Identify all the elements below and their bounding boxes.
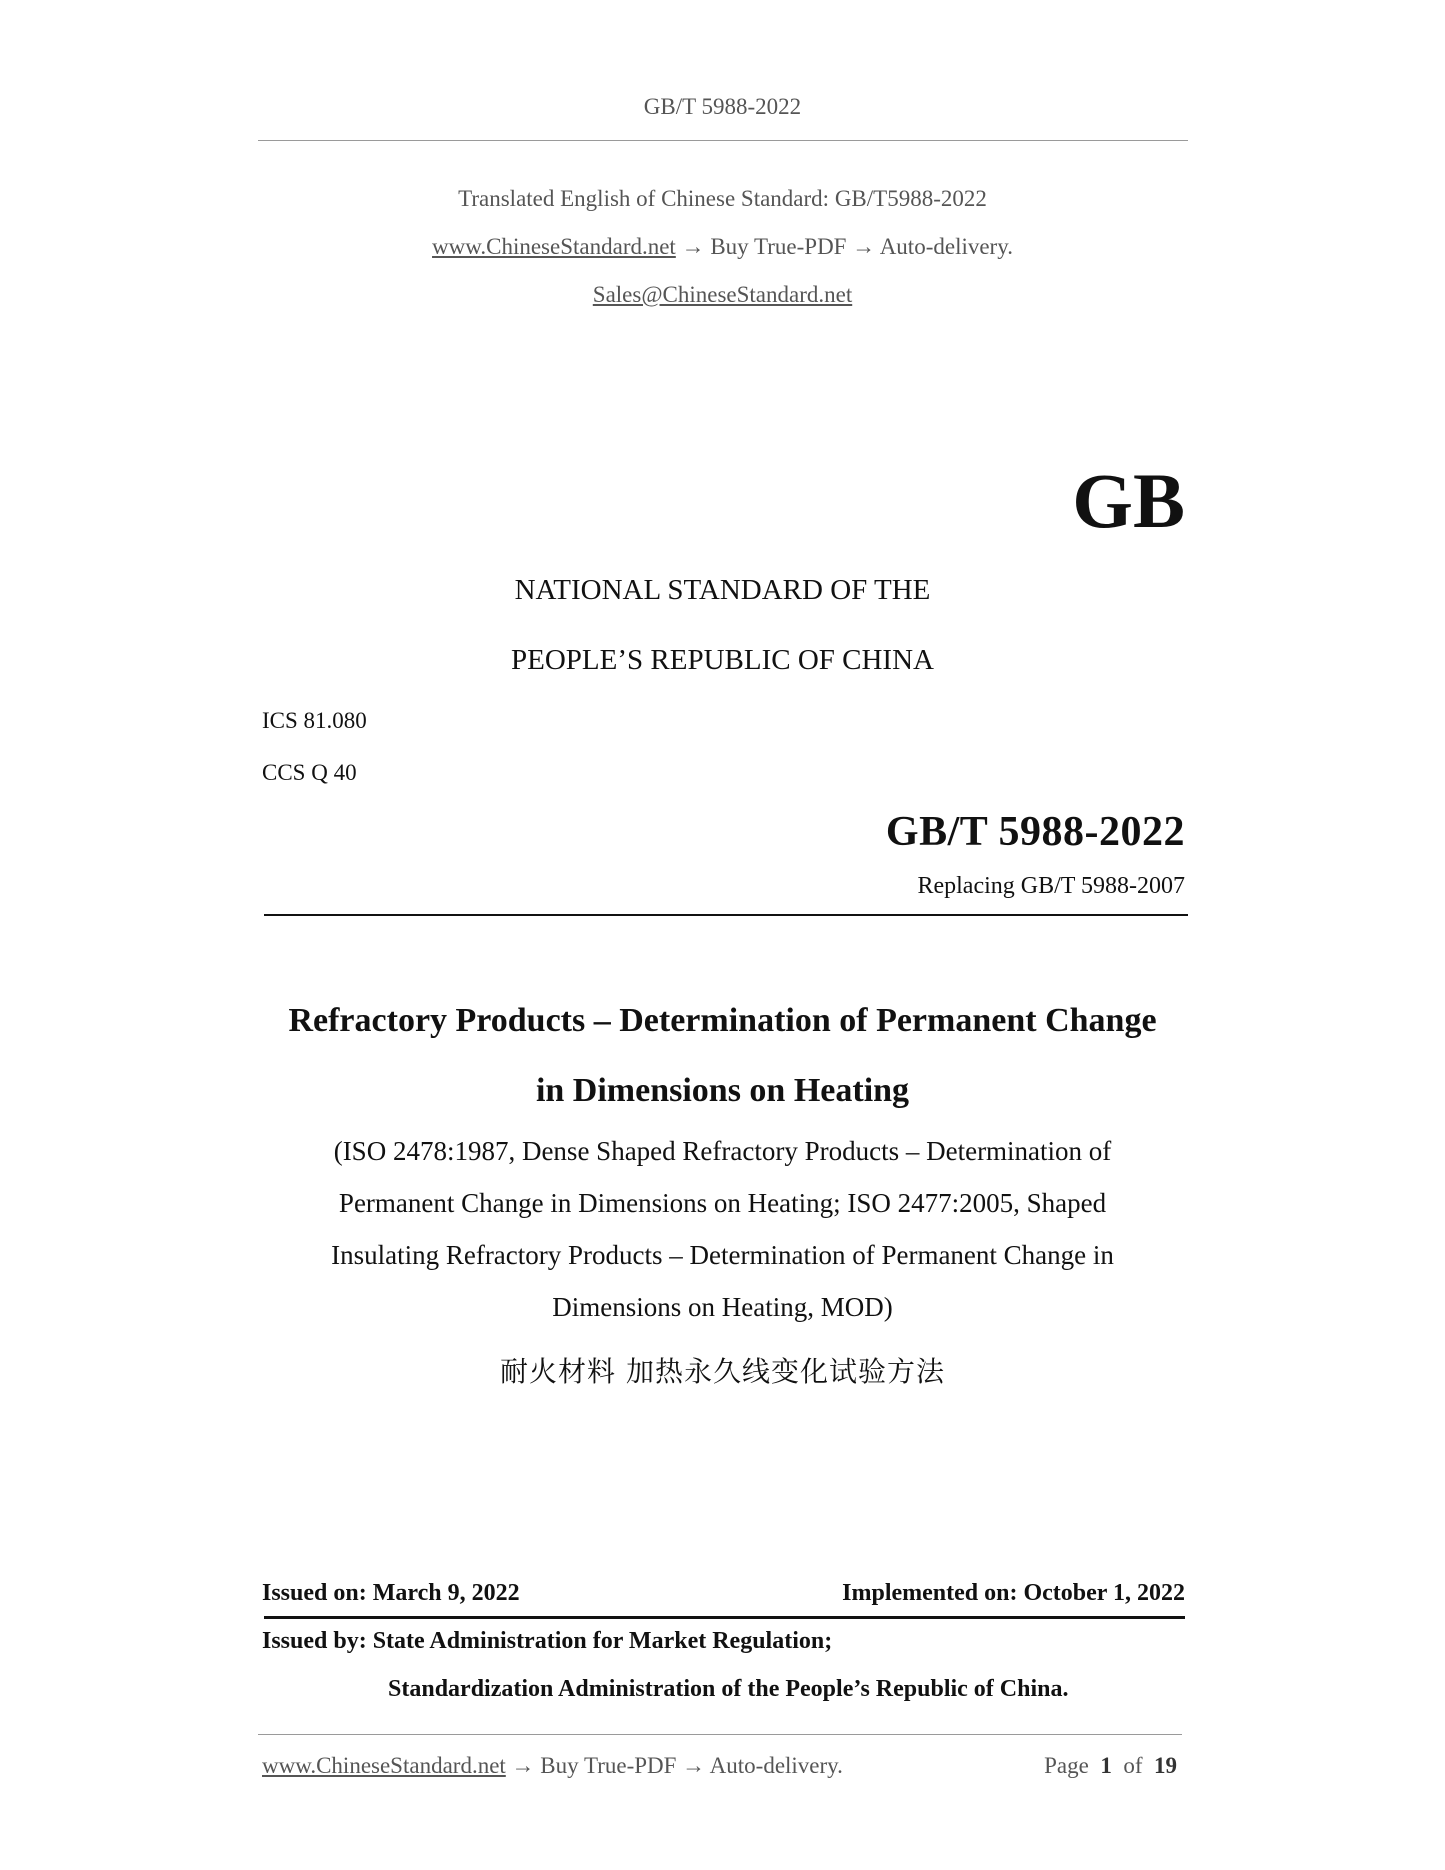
page-label: Page [1044,1753,1089,1778]
issued-by-second: Standardization Administration of the People’s Republic of China. [388,1676,1069,1702]
issued-on: Issued on: March 9, 2022 [262,1580,520,1606]
gb-logo: GB [1072,457,1185,544]
running-header: GB/T 5988-2022 [643,94,802,119]
replacing-standard: Replacing GB/T 5988-2007 [917,873,1185,899]
page-number [1044,1753,1177,1779]
page-total: 19 [1154,1753,1177,1778]
ccs-code: CCS Q 40 [262,760,357,785]
email-link[interactable]: Sales@ChineseStandard.net [592,282,853,307]
national-heading-line1: NATIONAL STANDARD OF THE [514,574,931,606]
subtitle-line4: Dimensions on Heating, MOD) [552,1292,893,1322]
subtitle-line3: Insulating Refractory Products – Determination of Permanent Change in [331,1240,1114,1270]
issue-rule [264,1616,1185,1619]
subtitle-line1: (ISO 2478:1987, Dense Shaped Refractory Products – Determination of [333,1136,1112,1166]
chinese-title: 耐火材料 加热永久线变化试验方法 [500,1355,945,1388]
standard-rule [264,914,1188,916]
standard-number: GB/T 5988-2022 [885,809,1185,855]
subtitle-line2: Permanent Change in Dimensions on Heating; ISO 2477:2005, Shaped [338,1188,1107,1218]
page-of: of [1123,1753,1143,1778]
title-line2: in Dimensions on Heating [535,1072,910,1109]
buy-text: → Buy True-PDF → Auto-delivery. [675,234,1013,259]
national-heading-line2: PEOPLE’S REPUBLIC OF CHINA [511,644,934,676]
footer-rule [258,1734,1182,1735]
ics-code: ICS 81.080 [262,708,367,733]
email-line [0,282,1445,308]
footer-buy-line [262,1753,843,1779]
translation-line: Translated English of Chinese Standard: GB/T5988-2022 [458,186,987,211]
implemented-on: Implemented on: October 1, 2022 [842,1580,1185,1606]
footer-buy-text: → Buy True-PDF → Auto-delivery. [505,1753,843,1778]
buy-line [0,234,1445,260]
issued-by: Issued by: State Administration for Market Regulation; [262,1628,833,1654]
header-rule [258,140,1188,141]
page-current: 1 [1100,1753,1112,1778]
site-link[interactable]: www.ChineseStandard.net [432,234,676,259]
footer-site-link[interactable]: www.ChineseStandard.net [262,1753,506,1778]
title-line1: Refractory Products – Determination of Permanent Change [288,1002,1157,1039]
